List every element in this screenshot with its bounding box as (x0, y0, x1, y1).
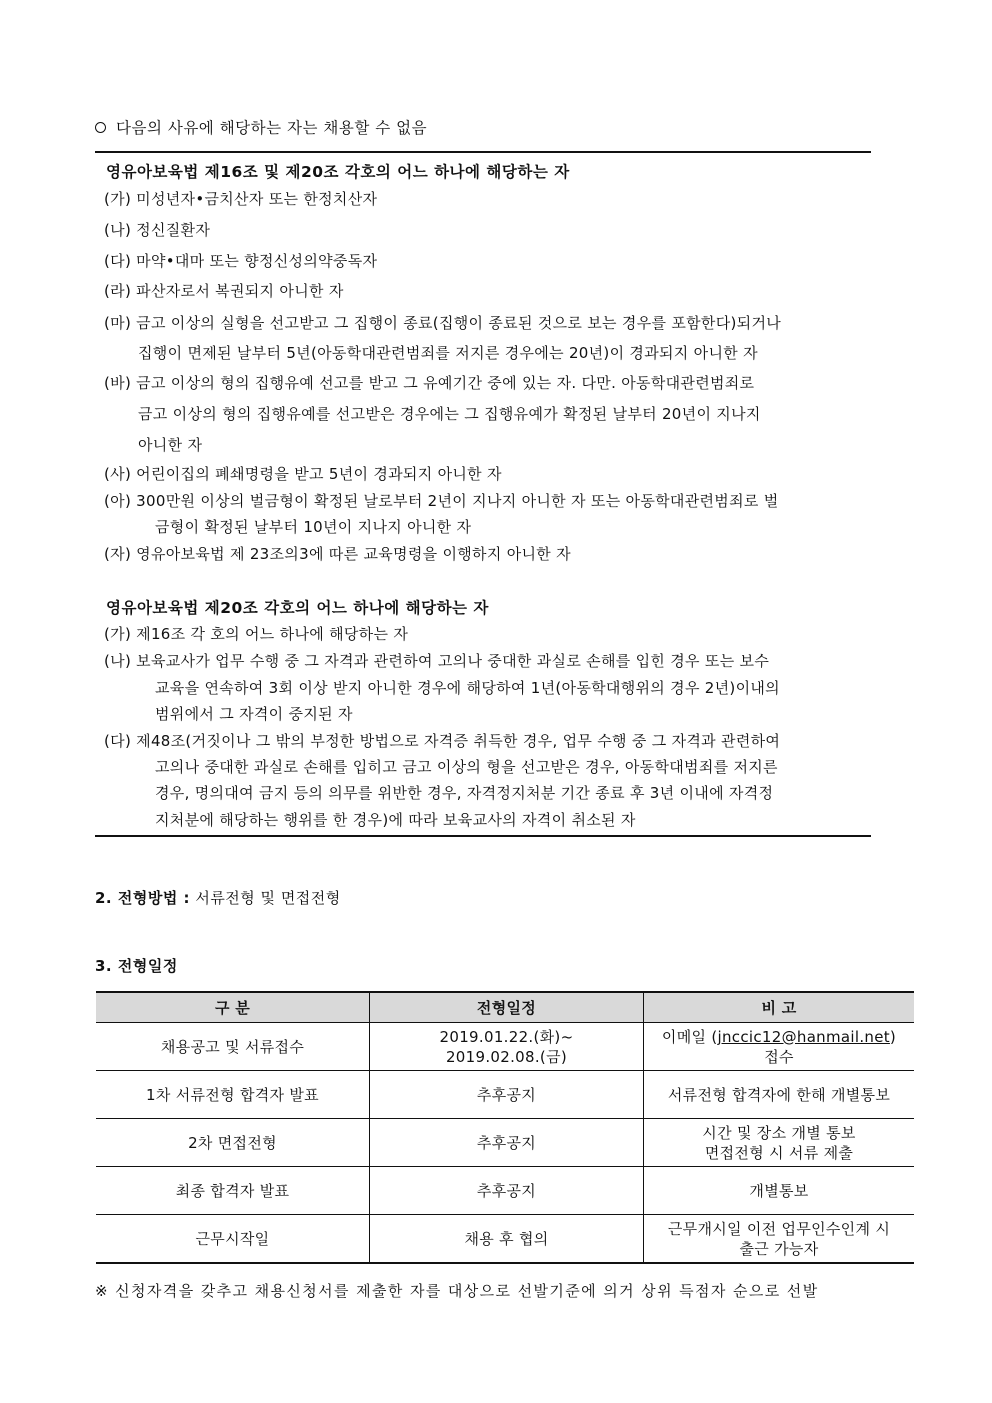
row1-remarks-line2: 접수 (764, 1047, 794, 1066)
item-ba-line1: (바) 금고 이상의 형의 집행유예 선고를 받고 그 유예기간 중에 있는 자. 다만. 아동학대관련범죄로 (104, 374, 755, 392)
item-a-line1: (아) 300만원 이상의 벌금형이 확정된 날로부터 2년이 지나지 아니한 자 또는 아동학대관련범죄로 벌 (104, 492, 779, 510)
circle-bullet-icon (95, 122, 106, 133)
method-label: 2. 전형방법 : (95, 889, 191, 907)
box-bottom-rule (95, 835, 871, 837)
row1-schedule-end: 2019.02.08.(금) (445, 1047, 568, 1066)
row1-remarks (644, 1023, 915, 1071)
row4-remarks: 개별통보 (644, 1167, 915, 1215)
row5-schedule: 채용 후 협의 (370, 1215, 644, 1264)
header-remarks: 비 고 (644, 992, 915, 1023)
method-value: 서류전형 및 면접전형 (195, 889, 341, 907)
table-row (96, 1071, 914, 1119)
row5-remarks (644, 1215, 915, 1264)
row3-remarks-line2: 면접전형 시 서류 제출 (704, 1143, 854, 1162)
email-suffix: ) (889, 1027, 897, 1046)
row4-schedule: 추후공지 (370, 1167, 644, 1215)
schedule-label: 3. 전형일정 (95, 957, 178, 975)
section-heading-text: 다음의 사유에 해당하는 자는 채용할 수 없음 (116, 119, 428, 137)
item-ga: (가) 미성년자•금치산자 또는 한정치산자 (104, 190, 378, 208)
row3-remarks (644, 1119, 915, 1167)
schedule-table (96, 991, 914, 1264)
row1-schedule (370, 1023, 644, 1071)
table-row (96, 1167, 914, 1215)
header-schedule: 전형일정 (370, 992, 644, 1023)
item-ma-line1: (마) 금고 이상의 실형을 선고받고 그 집행이 종료(집행이 종료된 것으로 보는 경우를 포함한다)되거나 (104, 314, 782, 332)
row3-schedule: 추후공지 (370, 1119, 644, 1167)
row1-schedule-start: 2019.01.22.(화)~ (439, 1027, 574, 1046)
item2-da-line2: 고의나 중대한 과실로 손해를 입히고 금고 이상의 형을 선고받은 경우, 아동학대범죄를 저지른 (155, 758, 778, 776)
item2-na-line1: (나) 보육교사가 업무 수행 중 그 자격과 관련하여 고의나 중대한 과실로 손해를 입힌 경우 또는 보수 (104, 652, 770, 670)
item2-da-line3: 경우, 명의대여 금지 등의 의무를 위반한 경우, 자격정지처분 기간 종료 후 3년 이내에 자격정 (155, 784, 774, 802)
row2-remarks: 서류전형 합격자에 한해 개별통보 (644, 1071, 915, 1119)
item-na: (나) 정신질환자 (104, 221, 211, 239)
table-row (96, 1023, 914, 1071)
box-top-rule (95, 151, 871, 153)
item2-na-line2: 교육을 연속하여 3회 이상 받지 아니한 경우에 해당하여 1년(아동학대행위의 경우 2년)이내의 (155, 679, 780, 697)
box-title-2: 영유아보육법 제20조 각호의 어느 하나에 해당하는 자 (106, 599, 489, 617)
row5-remarks-line2: 출근 가능자 (739, 1239, 819, 1258)
item2-da-line4: 지처분에 해당하는 행위를 한 경우)에 따라 보육교사의 자격이 취소된 자 (155, 811, 636, 829)
row5-category: 근무시작일 (96, 1215, 370, 1264)
item2-na-line3: 범위에서 그 자격이 중지된 자 (155, 705, 353, 723)
item-da: (다) 마약•대마 또는 향정신성의약중독자 (104, 252, 378, 270)
row1-category: 채용공고 및 서류접수 (96, 1023, 370, 1071)
table-row (96, 1215, 914, 1264)
item2-ga: (가) 제16조 각 호의 어느 하나에 해당하는 자 (104, 625, 409, 643)
header-category: 구 분 (96, 992, 370, 1023)
row5-remarks-line1: 근무개시일 이전 업무인수인계 시 (667, 1219, 891, 1238)
email-link[interactable]: jnccic12@hanmail.net (717, 1027, 890, 1046)
item-ra: (라) 파산자로서 복권되지 아니한 자 (104, 282, 344, 300)
row3-remarks-line1: 시간 및 장소 개별 통보 (702, 1123, 856, 1142)
item-a-line2: 금형이 확정된 날부터 10년이 지나지 아니한 자 (155, 518, 472, 536)
table-row (96, 1119, 914, 1167)
row1-remarks-line1 (648, 1027, 910, 1047)
section-heading (95, 116, 427, 138)
item-ja: (자) 영유아보육법 제 23조의3에 따른 교육명령을 이행하지 아니한 자 (104, 545, 571, 563)
row3-category: 2차 면접전형 (96, 1119, 370, 1167)
item-ma-line2: 집행이 면제된 날부터 5년(아동학대관련범죄를 저지른 경우에는 20년)이 경과되지 아니한 자 (138, 344, 758, 362)
row2-schedule: 추후공지 (370, 1071, 644, 1119)
box-title-1: 영유아보육법 제16조 및 제20조 각호의 어느 하나에 해당하는 자 (106, 163, 570, 181)
schedule-heading (95, 955, 178, 976)
method-line (95, 887, 341, 908)
email-prefix: 이메일 ( (661, 1027, 718, 1046)
item-ba-line3: 아니한 자 (138, 436, 203, 454)
table-header-row (96, 992, 914, 1023)
selection-note: ※ 신청자격을 갖추고 채용신청서를 제출한 자를 대상으로 선발기준에 의거 상위 득점자 순으로 선발 (95, 1282, 819, 1300)
item-ba-line2: 금고 이상의 형의 집행유예를 선고받은 경우에는 그 집행유예가 확정된 날부터 20년이 지나지 (138, 405, 761, 423)
item-sa: (사) 어린이집의 폐쇄명령을 받고 5년이 경과되지 아니한 자 (104, 465, 502, 483)
row4-category: 최종 합격자 발표 (96, 1167, 370, 1215)
row2-category: 1차 서류전형 합격자 발표 (96, 1071, 370, 1119)
item2-da-line1: (다) 제48조(거짓이나 그 밖의 부정한 방법으로 자격증 취득한 경우, 업무 수행 중 그 자격과 관련하여 (104, 732, 781, 750)
